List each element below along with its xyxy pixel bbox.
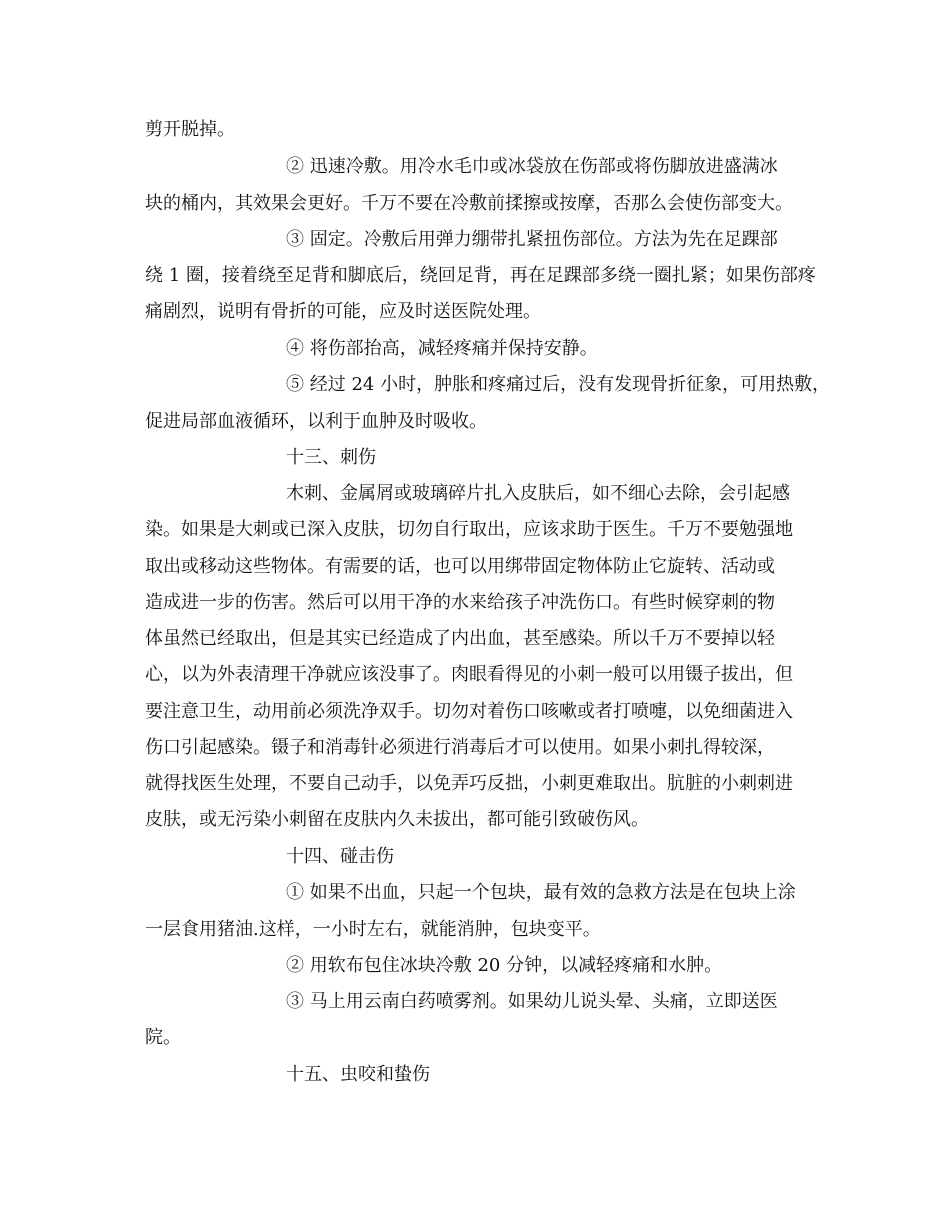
text-line: 一层食用猪油.这样，一小时左右，就能消肿，包块变平。	[145, 919, 601, 940]
text-line: 剪开脱掉。	[145, 119, 235, 140]
text-line: 造成进一步的伤害。然后可以用干净的水来给孩子冲洗伤口。有些时候穿刺的物	[145, 592, 775, 613]
text-line: 体虽然已经取出，但是其实已经造成了内出血，甚至感染。所以千万不要掉以轻	[145, 628, 775, 649]
text-line: ③ 固定。冷敷后用弹力绷带扎紧扭伤部位。方法为先在足踝部	[286, 229, 778, 250]
text-line: ③ 马上用云南白药喷雾剂。如果幼儿说头晕、头痛，立即送医	[286, 991, 778, 1012]
text-line: 痛剧烈，说明有骨折的可能，应及时送医院处理。	[145, 301, 541, 322]
text-line: ⑤ 经过 24 小时，肿胀和疼痛过后，没有发现骨折征象，可用热敷，	[286, 374, 831, 395]
text-line: 木刺、金属屑或玻璃碎片扎入皮肤后，如不细心去除，会引起感	[286, 483, 790, 504]
text-line: 院。	[145, 1027, 181, 1048]
text-line: 染。如果是大刺或已深入皮肤，切勿自行取出，应该求助于医生。千万不要勉强地	[145, 519, 793, 540]
text-line: ② 用软布包住冰块冷敷 20 分钟，以减轻疼痛和水肿。	[286, 955, 723, 976]
text-line: 取出或移动这些物体。有需要的话，也可以用绑带固定物体防止它旋转、活动或	[145, 556, 775, 577]
text-line: 心，以为外表清理干净就应该没事了。肉眼看得见的小刺一般可以用镊子拔出，但	[145, 664, 793, 685]
section-heading: 十五、虫咬和蛰伤	[286, 1064, 430, 1085]
section-heading: 十四、碰击伤	[286, 846, 394, 867]
text-line: ① 如果不出血，只起一个包块，最有效的急救方法是在包块上涂	[286, 882, 796, 903]
section-heading: 十三、刺伤	[286, 447, 376, 468]
text-line: 伤口引起感染。镊子和消毒针必须进行消毒后才可以使用。如果小刺扎得较深，	[145, 737, 775, 758]
text-line: 块的桶内，其效果会更好。千万不要在冷敷前揉擦或按摩，否那么会使伤部变大。	[145, 193, 793, 214]
text-line: 就得找医生处理，不要自己动手，以免弄巧反拙，小刺更难取出。肮脏的小刺刺进	[145, 773, 793, 794]
text-line: 绕 1 圈，接着绕至足背和脚底后，绕回足背，再在足踝部多绕一圈扎紧；如果伤部疼	[145, 265, 816, 286]
text-line: 要注意卫生，动用前必须洗净双手。切勿对着伤口咳嗽或者打喷嚏，以免细菌进入	[145, 701, 793, 722]
text-line: ④ 将伤部抬高，减轻疼痛并保持安静。	[286, 338, 598, 359]
text-line: 皮肤，或无污染小刺留在皮肤内久未拔出，都可能引致破伤风。	[145, 809, 649, 830]
text-line: ② 迅速冷敷。用冷水毛巾或冰袋放在伤部或将伤脚放进盛满冰	[286, 156, 778, 177]
text-line: 促进局部血液循环，以利于血肿及时吸收。	[145, 411, 487, 432]
